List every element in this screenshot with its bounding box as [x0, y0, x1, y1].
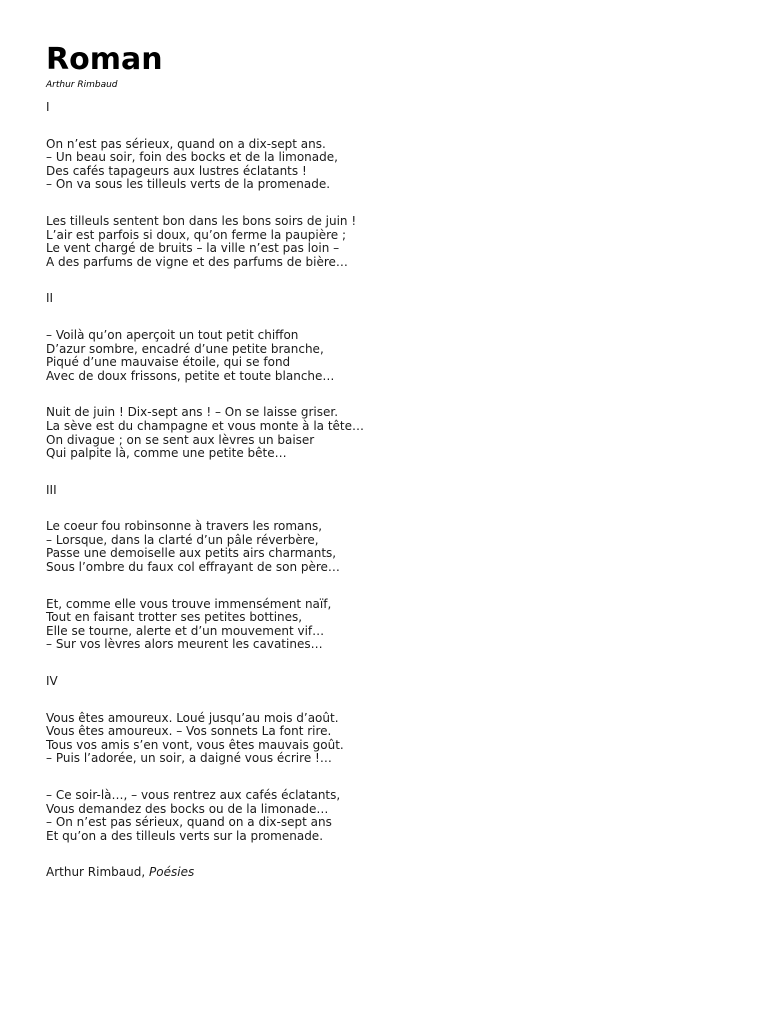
- verse-line: A des parfums de vigne et des parfums de bière…: [46, 254, 348, 269]
- verse-line: Et, comme elle vous trouve immensément naïf,: [46, 596, 332, 611]
- signature: [46, 866, 726, 880]
- verse-line: – Lorsque, dans la clarté d’un pâle réverbère,: [46, 532, 319, 547]
- verse-line: Le vent chargé de bruits – la ville n’est pas loin –: [46, 241, 340, 256]
- verse-line: Vous êtes amoureux. Loué jusqu’au mois d’août.: [46, 710, 339, 725]
- stanza: [46, 789, 726, 843]
- section-number: III: [46, 482, 57, 497]
- verse-line: – Puis l’adorée, un soir, a daigné vous écrire !…: [46, 751, 332, 766]
- verse-line: – On va sous les tilleuls verts de la promenade.: [46, 177, 331, 192]
- stanza: [46, 712, 726, 766]
- signature-author: Arthur Rimbaud,: [46, 865, 146, 880]
- stanza: [46, 215, 726, 269]
- verse-line: Tout en faisant trotter ses petites bottines,: [46, 610, 303, 625]
- verse-line: Elle se tourne, alerte et d’un mouvement vif…: [46, 623, 325, 638]
- verse-line: – Ce soir-là…, – vous rentrez aux cafés éclatants,: [46, 788, 341, 802]
- verse-line: Piqué d’une mauvaise étoile, qui se fond: [46, 355, 291, 370]
- verse-line: Nuit de juin ! Dix-sept ans ! – On se laisse griser.: [46, 405, 339, 420]
- stanza: [46, 406, 726, 460]
- section-number: IV: [46, 674, 58, 689]
- verse-line: La sève est du champagne et vous monte à la tête…: [46, 418, 365, 433]
- document-page: [46, 40, 726, 880]
- section-number: II: [46, 291, 54, 306]
- stanza: [46, 138, 726, 192]
- signature-work: Poésies: [149, 865, 195, 880]
- stanza: [46, 598, 726, 652]
- verse-line: On n’est pas sérieux, quand on a dix-sept ans.: [46, 136, 326, 151]
- stanza: [46, 329, 726, 383]
- verse-line: Avec de doux frissons, petite et toute blanche…: [46, 368, 335, 383]
- verse-line: Et qu’on a des tilleuls verts sur la promenade.: [46, 828, 324, 843]
- stanza: [46, 520, 726, 574]
- verse-line: – On n’est pas sérieux, quand on a dix-sept ans: [46, 815, 332, 830]
- verse-line: – Un beau soir, foin des bocks et de la limonade,: [46, 150, 338, 165]
- verse-line: Vous demandez des bocks ou de la limonade…: [46, 801, 329, 816]
- verse-line: Vous êtes amoureux. – Vos sonnets La font rire.: [46, 724, 332, 739]
- verse-line: Tous vos amis s’en vont, vous êtes mauvais goût.: [46, 737, 344, 752]
- section-number: I: [46, 100, 50, 114]
- verse-line: Qui palpite là, comme une petite bête…: [46, 446, 287, 461]
- poem-body: [46, 101, 726, 843]
- poem-author: Arthur Rimbaud: [46, 80, 118, 90]
- verse-line: Passe une demoiselle aux petits airs charmants,: [46, 546, 337, 561]
- poem-title: Roman: [46, 42, 163, 77]
- verse-line: Des cafés tapageurs aux lustres éclatants !: [46, 163, 307, 178]
- verse-line: D’azur sombre, encadré d’une petite branche,: [46, 341, 324, 356]
- verse-line: – Voilà qu’on aperçoit un tout petit chiffon: [46, 327, 299, 342]
- verse-line: – Sur vos lèvres alors meurent les cavatines…: [46, 637, 323, 652]
- verse-line: On divague ; on se sent aux lèvres un baiser: [46, 432, 315, 447]
- verse-line: L’air est parfois si doux, qu’on ferme la paupière ;: [46, 227, 346, 242]
- verse-line: Le coeur fou robinsonne à travers les romans,: [46, 519, 323, 534]
- verse-line: Les tilleuls sentent bon dans les bons soirs de juin !: [46, 213, 357, 228]
- verse-line: Sous l’ombre du faux col effrayant de son père…: [46, 560, 340, 575]
